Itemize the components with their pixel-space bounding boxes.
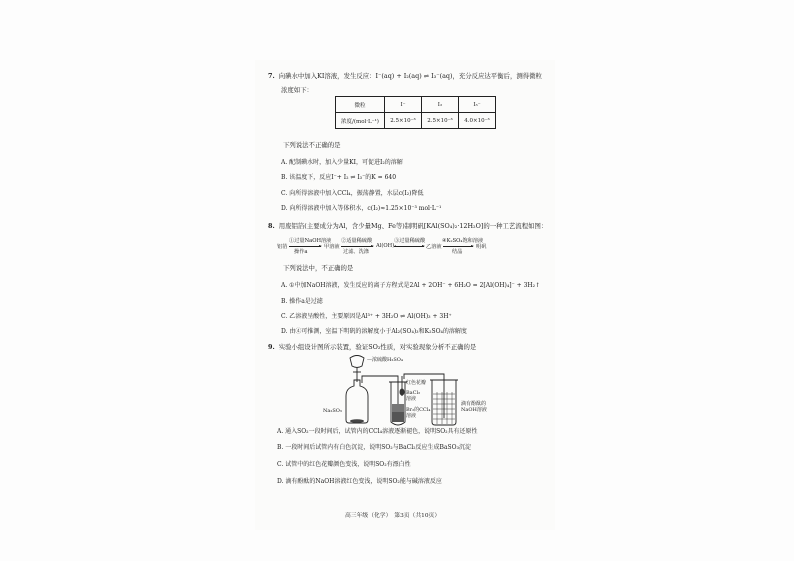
label-bacl2: BaCl₂ 溶液 — [406, 390, 421, 402]
table-header-cell: I₃⁻ — [459, 97, 496, 113]
table-cell: 2.5×10⁻³ — [422, 113, 459, 129]
q8-option-d: D. 由④可推测，室温下明矾的溶解度小于Al₂(SO₄)₃和K₂SO₄的溶解度 — [281, 328, 467, 335]
flow-step2-operation: 过滤、洗涤 — [343, 249, 369, 255]
table-row — [336, 97, 496, 113]
page-footer: 高三年级（化学） 第3页（共10页） — [345, 513, 441, 519]
q7-stem-line2: 浓度如下： — [281, 86, 313, 94]
q7-option-a: A. 配制碘水时，加入少量KI，可促进I₂的溶解 — [281, 159, 403, 166]
q9-number: 9. — [268, 343, 275, 351]
table-header-cell: 微粒 — [336, 97, 385, 113]
table-header-cell: I⁻ — [385, 97, 422, 113]
flow-step2-reagent: ②适量稀硫酸 — [341, 238, 373, 244]
solid-sample — [350, 419, 364, 423]
q9-stem-line — [268, 343, 476, 351]
label-naoh: 滴有酚酞的 NaOH溶液 — [461, 401, 487, 413]
flow-step3-reagent: ③过量稀硫酸 — [394, 238, 426, 244]
flow-mid3: 乙溶液 — [426, 244, 442, 250]
label-solid: Na₂SO₃ — [323, 408, 342, 414]
q9-option-c: C. 试管中的红色花瓣颜色变浅，说明SO₂有漂白性 — [277, 461, 411, 468]
q7-stem-text: 向碘水中加入KI溶液，发生反应：I⁻(aq) + I₂(aq) ⇌ I₃⁻(aq)，充分反应达平衡后，测得微粒 — [278, 72, 542, 80]
q7-option-b: B. 该温度下，反应I⁻+ I₂ ⇌ I₃⁻的K = 640 — [281, 174, 397, 181]
label-acid: —浓硫酸H₂SO₄ — [367, 357, 403, 363]
q8-prompt: 下列说法中，不正确的是 — [283, 264, 354, 272]
q8-option-b: B. 操作a是过滤 — [281, 298, 323, 305]
q9-apparatus-diagram — [340, 352, 470, 427]
q8-option-a: A. ①中加NaOH溶液，发生反应的离子方程式是2Al + 2OH⁻ + 6H₂O = 2[Al(OH)₄]⁻ + 3H₂↑ — [281, 282, 541, 289]
flow-step1-reagent: ①过量NaOH溶液 — [289, 238, 332, 244]
q8-process-flow — [277, 236, 487, 258]
q8-option-c: C. 乙溶液呈酸性，主要原因是Al³⁺ + 3H₂O ⇌ Al(OH)₃ + 3H⁺ — [281, 313, 452, 320]
red-petal — [400, 389, 405, 396]
q9-option-d: D. 滴有酚酞的NaOH溶液红色变浅，说明SO₂能与碱溶液反应 — [277, 478, 442, 485]
br2-layer — [392, 412, 404, 422]
table-row — [336, 113, 496, 129]
paper-sheet — [255, 60, 555, 530]
flow-step1-operation: 操作a — [294, 249, 308, 255]
q7-option-c: C. 向所得溶液中加入CCl₄，振荡静置，水层c(I₂)降低 — [281, 190, 424, 197]
flow-arrow — [443, 246, 473, 247]
table-header-cell: I₂ — [422, 97, 459, 113]
flow-arrow — [289, 246, 321, 247]
q7-stem-line1 — [268, 72, 542, 80]
table-cell: 浓度/(mol·L⁻¹) — [336, 113, 385, 129]
label-petal: 红色花瓣 — [406, 380, 427, 386]
flow-start: 铝箔 — [277, 244, 288, 250]
q8-stem-line — [268, 222, 547, 230]
q9-stem-text: 实验小组设计图所示装置，验证SO₂性质，对实验现象分析不正确的是 — [278, 343, 477, 351]
flow-arrow — [341, 246, 373, 247]
q8-stem-text: 用废铝箔(主要成分为Al，含少量Mg、Fe等)制明矾[KAl(SO₄)₂·12H₂O]的一种工艺流程如图： — [278, 222, 548, 230]
flow-end: 明矾 — [476, 244, 487, 250]
q8-number: 8. — [268, 222, 275, 230]
flow-step4-operation: 结晶 — [452, 249, 463, 255]
q7-concentration-table — [335, 96, 496, 129]
label-br2: Br₂的CCl₄ 溶液 — [406, 407, 431, 419]
funnel-bulb — [350, 356, 364, 368]
q7-number: 7. — [268, 72, 275, 80]
flow-mid2: Al(OH)₃ — [376, 243, 397, 249]
flow-mid1: 甲溶液 — [324, 244, 340, 250]
q7-option-d: D. 向所得溶液中加入等体积水，c(I₂)≈1.25×10⁻³ mol·L⁻¹ — [281, 205, 442, 212]
flow-step4-reagent: ④K₂SO₄饱和溶液 — [442, 238, 484, 244]
bacl2-layer — [392, 404, 404, 412]
q9-option-b: B. 一段时间后试管内有白色沉淀，说明SO₂与BaCl₂反应生成BaSO₃沉淀 — [277, 444, 471, 451]
table-cell: 2.5×10⁻³ — [385, 113, 422, 129]
reaction-flask — [346, 380, 368, 423]
q7-prompt: 下列说法不正确的是 — [283, 141, 341, 149]
q9-option-a: A. 通入SO₂一段时间后，试管内的CCl₄溶液逐渐褪色，说明SO₂具有还原性 — [277, 428, 478, 435]
table-cell: 4.0×10⁻³ — [459, 113, 496, 129]
flow-arrow — [394, 246, 424, 247]
